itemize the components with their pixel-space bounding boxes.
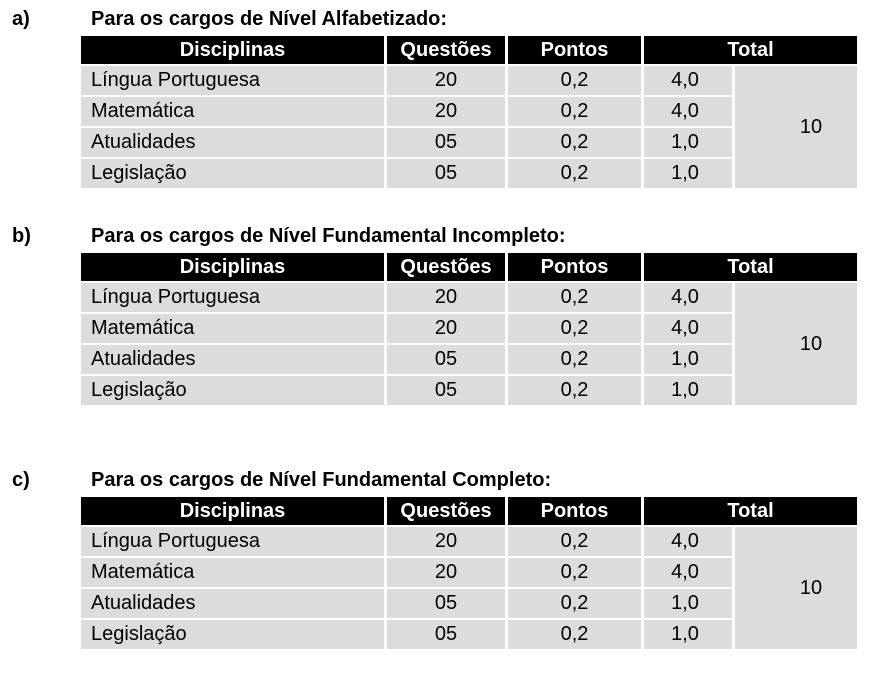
table-row: [81, 283, 857, 312]
section-heading: Para os cargos de Nível Fundamental Completo:: [91, 469, 552, 491]
cell-disciplina: Legislação: [81, 376, 384, 405]
col-header-pontos: Pontos: [508, 497, 641, 525]
cell-questoes: 05: [387, 589, 505, 618]
table-header-row: [81, 253, 857, 281]
cell-questoes: 05: [387, 345, 505, 374]
section-heading: Para os cargos de Nível Fundamental Incompleto:: [91, 225, 566, 247]
cell-pontos: 0,2: [508, 66, 641, 95]
cell-disciplina: Matemática: [81, 97, 384, 126]
cell-pontos: 0,2: [508, 345, 641, 374]
cell-grand-total: 10: [735, 527, 857, 649]
col-header-questoes: Questões: [387, 497, 505, 525]
cell-questoes: 05: [387, 620, 505, 649]
table-header-row: [81, 36, 857, 64]
cell-pontos: 0,2: [508, 283, 641, 312]
col-header-total: Total: [644, 253, 857, 281]
cell-questoes: 20: [387, 527, 505, 556]
cell-questoes: 05: [387, 159, 505, 188]
cell-pontos: 0,2: [508, 128, 641, 157]
cell-disciplina: Língua Portuguesa: [81, 66, 384, 95]
section-letter: b): [12, 225, 31, 247]
table-row: [81, 66, 857, 95]
cell-questoes: 20: [387, 66, 505, 95]
cell-disciplina: Legislação: [81, 620, 384, 649]
col-header-disciplinas: Disciplinas: [81, 36, 384, 64]
cell-disciplina: Língua Portuguesa: [81, 283, 384, 312]
col-header-pontos: Pontos: [508, 36, 641, 64]
grade-table: [78, 495, 860, 651]
cell-disciplina: Atualidades: [81, 589, 384, 618]
grade-table: [78, 34, 860, 190]
cell-disciplina: Matemática: [81, 558, 384, 587]
table-row: [81, 527, 857, 556]
col-header-disciplinas: Disciplinas: [81, 253, 384, 281]
cell-total: 4,0: [644, 314, 732, 343]
col-header-total: Total: [644, 497, 857, 525]
cell-total: 1,0: [644, 620, 732, 649]
cell-total: 4,0: [644, 66, 732, 95]
col-header-questoes: Questões: [387, 36, 505, 64]
cell-total: 1,0: [644, 128, 732, 157]
cell-questoes: 20: [387, 314, 505, 343]
cell-questoes: 05: [387, 128, 505, 157]
cell-disciplina: Atualidades: [81, 128, 384, 157]
cell-grand-total: 10: [735, 283, 857, 405]
col-header-questoes: Questões: [387, 253, 505, 281]
cell-pontos: 0,2: [508, 589, 641, 618]
cell-total: 1,0: [644, 345, 732, 374]
cell-pontos: 0,2: [508, 376, 641, 405]
cell-disciplina: Língua Portuguesa: [81, 527, 384, 556]
cell-total: 1,0: [644, 589, 732, 618]
cell-pontos: 0,2: [508, 558, 641, 587]
cell-total: 4,0: [644, 558, 732, 587]
cell-total: 4,0: [644, 283, 732, 312]
cell-grand-total: 10: [735, 66, 857, 188]
col-header-disciplinas: Disciplinas: [81, 497, 384, 525]
cell-disciplina: Atualidades: [81, 345, 384, 374]
col-header-pontos: Pontos: [508, 253, 641, 281]
cell-disciplina: Matemática: [81, 314, 384, 343]
cell-pontos: 0,2: [508, 527, 641, 556]
cell-total: 4,0: [644, 97, 732, 126]
section-letter: a): [12, 8, 30, 30]
table-header-row: [81, 497, 857, 525]
cell-questoes: 20: [387, 558, 505, 587]
cell-pontos: 0,2: [508, 97, 641, 126]
cell-total: 4,0: [644, 527, 732, 556]
cell-pontos: 0,2: [508, 314, 641, 343]
cell-pontos: 0,2: [508, 159, 641, 188]
cell-questoes: 20: [387, 97, 505, 126]
section-letter: c): [12, 469, 30, 491]
section-heading: Para os cargos de Nível Alfabetizado:: [91, 8, 448, 30]
cell-total: 1,0: [644, 376, 732, 405]
cell-total: 1,0: [644, 159, 732, 188]
cell-pontos: 0,2: [508, 620, 641, 649]
cell-questoes: 20: [387, 283, 505, 312]
cell-questoes: 05: [387, 376, 505, 405]
col-header-total: Total: [644, 36, 857, 64]
cell-disciplina: Legislação: [81, 159, 384, 188]
grade-table: [78, 251, 860, 407]
